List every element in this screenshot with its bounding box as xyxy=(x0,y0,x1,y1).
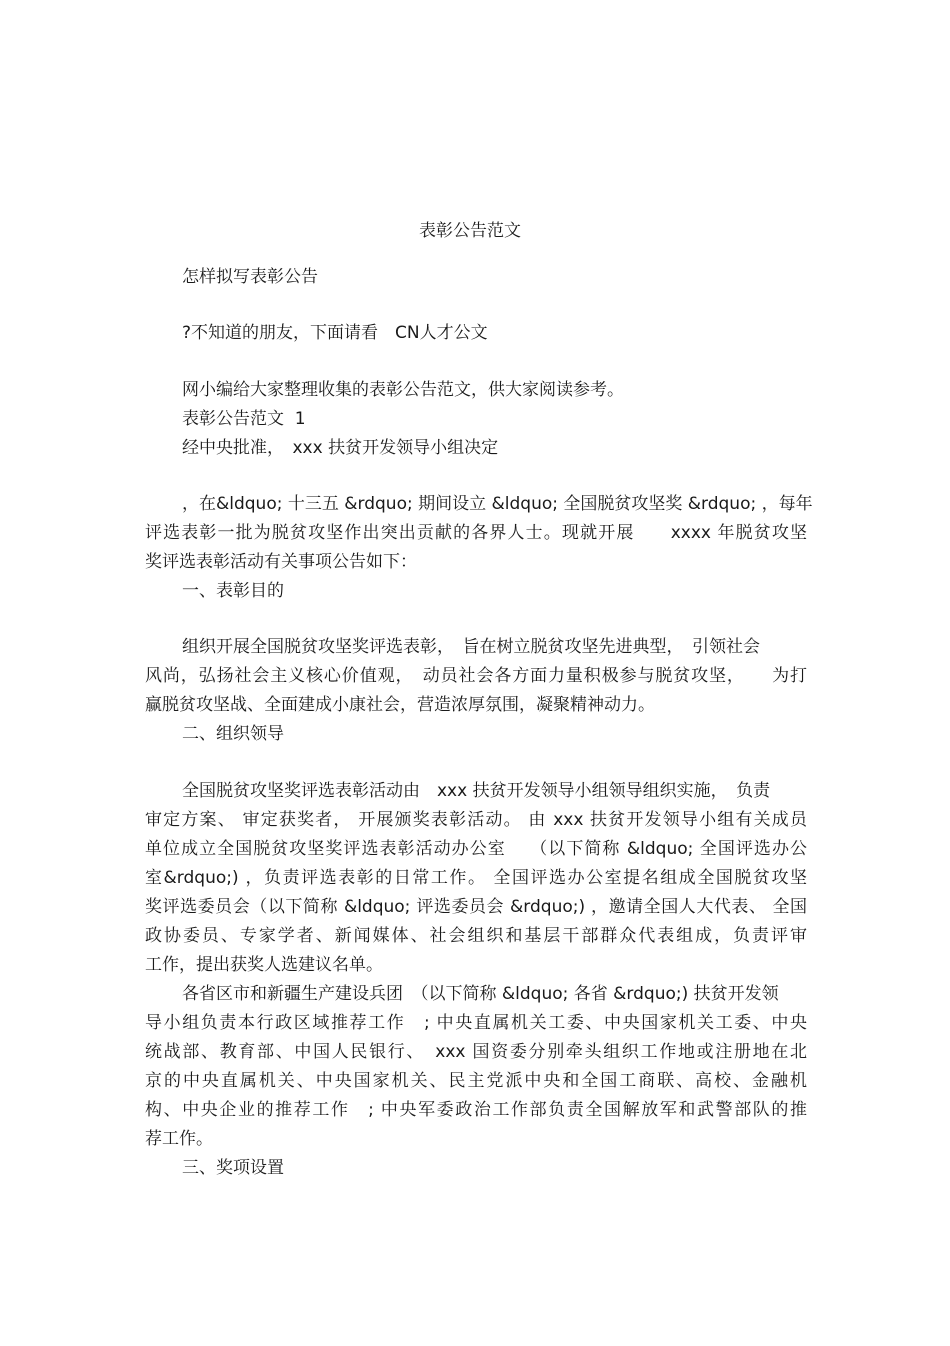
text-line: 怎样拟写表彰公告 xyxy=(182,267,318,287)
text-line: 组织开展全国脱贫攻坚奖评选表彰， 旨在树立脱贫攻坚先进典型， 引领社会 xyxy=(182,637,760,657)
text-line: 荐工作。 xyxy=(145,1129,213,1149)
text-line: 统战部、教育部、中国人民银行、 xxx 国资委分别牵头组织工作地或注册地在北 xyxy=(145,1042,807,1062)
text-line: 经中央批准， xxx 扶贫开发领导小组决定 xyxy=(182,438,499,458)
text-line: 单位成立全国脱贫攻坚奖评选表彰活动办公室 （以下简称 &ldquo; 全国评选办公 xyxy=(145,839,807,859)
text-line: 风尚，弘扬社会主义核心价值观， 动员社会各方面力量积极参与脱贫攻坚， 为打 xyxy=(145,666,807,686)
text-line: ?不知道的朋友，下面请看 CN人才公文 xyxy=(182,323,488,343)
text-line: 政协委员、专家学者、新闻媒体、社会组织和基层干部群众代表组成，负责评审 xyxy=(145,926,807,946)
section-heading: 一、表彰目的 xyxy=(182,581,284,601)
text-line: 构、中央企业的推荐工作 ; 中央军委政治工作部负责全国解放军和武警部队的推 xyxy=(145,1100,807,1120)
text-line: 奖评选表彰活动有关事项公告如下： xyxy=(145,552,417,572)
text-line: 工作，提出获奖人选建议名单。 xyxy=(145,955,383,975)
section-heading: 三、奖项设置 xyxy=(182,1158,284,1178)
text-line: 京的中央直属机关、中央国家机关、民主党派中央和全国工商联、高校、金融机 xyxy=(145,1071,807,1091)
text-line: 表彰公告范文 1 xyxy=(182,409,306,429)
document-title: 表彰公告范文 xyxy=(419,221,521,241)
text-line: 各省区市和新疆生产建设兵团 （以下简称 &ldquo; 各省 &rdquo;) 扶贫开发领 xyxy=(182,984,779,1004)
text-line: 室&rdquo;) ，负责评选表彰的日常工作。 全国评选办公室提名组成全国脱贫攻坚 xyxy=(145,868,807,888)
text-line: 奖评选委员会（以下简称 &ldquo; 评选委员会 &rdquo;) ，邀请全国人大代表、 全国 xyxy=(145,897,807,917)
text-line: 网小编给大家整理收集的表彰公告范文，供大家阅读参考。 xyxy=(182,380,624,400)
text-line: 导小组负责本行政区域推荐工作 ; 中央直属机关工委、中央国家机关工委、中央 xyxy=(145,1013,807,1033)
text-line: ，在&ldquo; 十三五 &rdquo; 期间设立 &ldquo; 全国脱贫攻坚奖 &rdquo; ，每年 xyxy=(182,494,813,514)
text-line: 审定方案、 审定获奖者， 开展颁奖表彰活动。 由 xxx 扶贫开发领导小组有关成员 xyxy=(145,810,807,830)
text-line: 全国脱贫攻坚奖评选表彰活动由 xxx 扶贫开发领导小组领导组织实施， 负责 xyxy=(182,781,771,801)
section-heading: 二、组织领导 xyxy=(182,724,284,744)
text-line: 赢脱贫攻坚战、全面建成小康社会，营造浓厚氛围，凝聚精神动力。 xyxy=(145,695,655,715)
text-line: 评选表彰一批为脱贫攻坚作出突出贡献的各界人士。现就开展 xxxx 年脱贫攻坚 xyxy=(145,523,807,543)
